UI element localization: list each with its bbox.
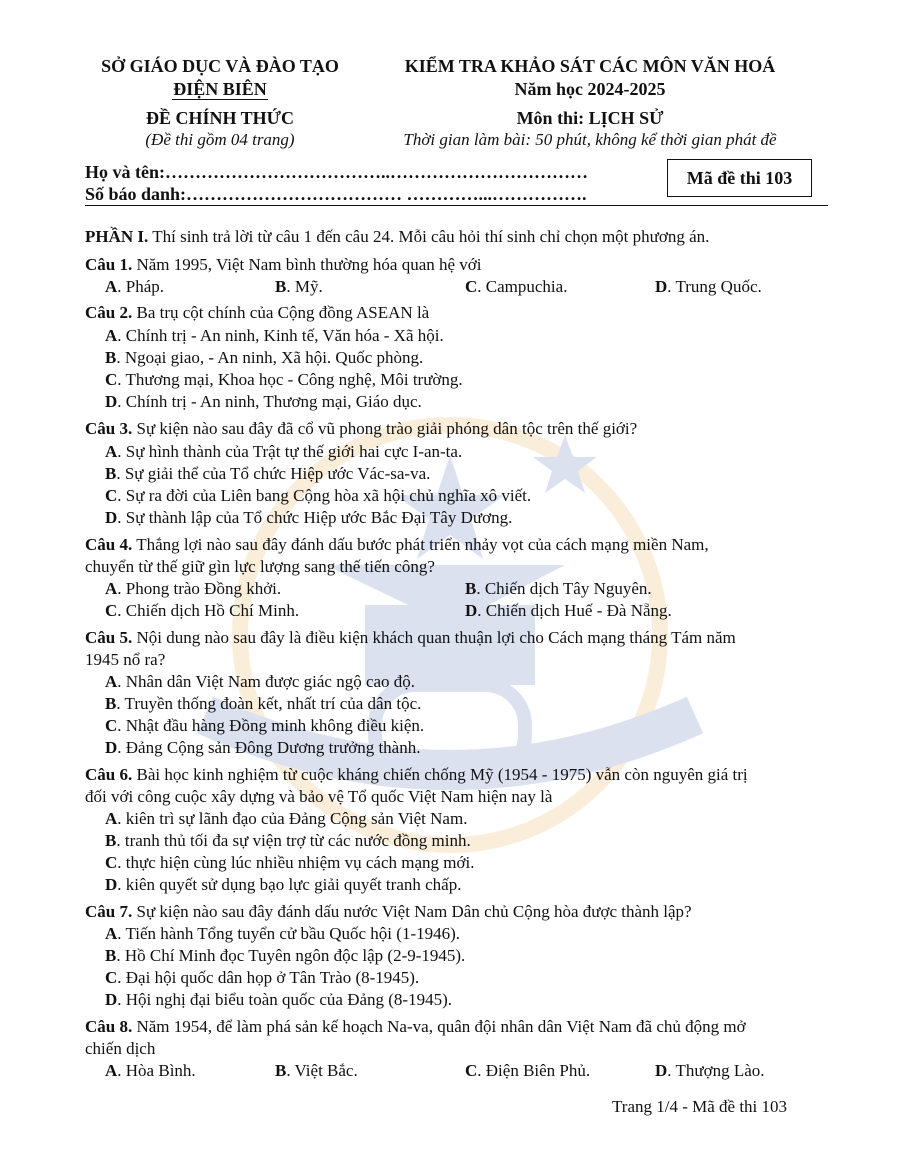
q2-option-a[interactable]: A. Chính trị - An ninh, Kinh tế, Văn hóa - Xã hội. bbox=[105, 326, 444, 345]
question-5: Câu 5. Nội dung nào sau đây là điều kiện khách quan thuận lợi cho Cách mạng tháng Tám năm bbox=[85, 628, 736, 647]
part1-label: PHẦN I. bbox=[85, 227, 149, 246]
part1-text: Thí sinh trả lời từ câu 1 đến câu 24. Mỗi câu hỏi thí sinh chỉ chọn một phương án. bbox=[152, 227, 710, 246]
question-4: Câu 4. Thắng lợi nào sau đây đánh dấu bước phát triển nhảy vọt của cách mạng miền Nam, bbox=[85, 535, 709, 554]
part1-instructions bbox=[85, 226, 709, 248]
q8-option-a[interactable]: A. Hòa Bình. bbox=[105, 1061, 196, 1080]
page-footer: Trang 1/4 - Mã đề thi 103 bbox=[612, 1097, 788, 1116]
q7-option-b[interactable]: B. Hồ Chí Minh đọc Tuyên ngôn độc lập (2-9-1945). bbox=[105, 946, 466, 965]
student-id-field: Số báo danh:……………………………… …………...……………. bbox=[85, 184, 587, 204]
q6-option-a[interactable]: A. kiên trì sự lãnh đạo của Đảng Cộng sản Việt Nam. bbox=[105, 809, 468, 828]
q7-option-a[interactable]: A. Tiến hành Tổng tuyển cử bầu Quốc hội (1-1946). bbox=[105, 924, 461, 943]
q1-option-c[interactable]: C. Campuchia. bbox=[465, 277, 568, 296]
question-8: Câu 8. Năm 1954, để làm phá sản kế hoạch Na-va, quân đội nhân dân Việt Nam đã chủ động mở bbox=[85, 1017, 746, 1036]
q3-option-a[interactable]: A. Sự hình thành của Trật tự thế giới hai cực I-an-ta. bbox=[105, 442, 463, 461]
q4-option-a[interactable]: A. Phong trào Đồng khởi. bbox=[105, 579, 282, 598]
province-name: ĐIỆN BIÊN bbox=[173, 79, 267, 99]
question-6: Câu 6. Bài học kinh nghiệm từ cuộc kháng chiến chống Mỹ (1954 - 1975) vẫn còn nguyên giá trị bbox=[85, 765, 748, 784]
page-count-note: (Đề thi gồm 04 trang) bbox=[145, 130, 295, 149]
q2-option-d[interactable]: D. Chính trị - An ninh, Thương mại, Giáo dục. bbox=[105, 392, 422, 411]
header-divider bbox=[85, 205, 828, 206]
q1-option-d[interactable]: D. Trung Quốc. bbox=[655, 277, 762, 296]
question-4-cont: chuyển từ thế giữ gìn lực lượng sang thế tiến công? bbox=[85, 557, 435, 576]
subject: Môn thi: LỊCH SỬ bbox=[516, 108, 664, 128]
q4-option-b[interactable]: B. Chiến dịch Tây Nguyên. bbox=[465, 579, 652, 598]
q1-option-b[interactable]: B. Mỹ. bbox=[275, 277, 323, 296]
q4-option-d[interactable]: D. Chiến dịch Huế - Đà Nẵng. bbox=[465, 601, 672, 620]
question-1: Câu 1. Năm 1995, Việt Nam bình thường hóa quan hệ với bbox=[85, 255, 482, 274]
q7-option-d[interactable]: D. Hội nghị đại biểu toàn quốc của Đảng (8-1945). bbox=[105, 990, 453, 1009]
q7-option-c[interactable]: C. Đại hội quốc dân họp ở Tân Trào (8-1945). bbox=[105, 968, 420, 987]
student-name-field: Họ và tên:………………………………..…………………………… bbox=[85, 162, 588, 182]
school-year: Năm học 2024-2025 bbox=[514, 79, 666, 99]
question-6-cont: đối với công cuộc xây dựng và bảo vệ Tổ quốc Việt Nam hiện nay là bbox=[85, 787, 553, 806]
dept-name: SỞ GIÁO DỤC VÀ ĐÀO TẠO bbox=[101, 56, 339, 76]
q5-option-c[interactable]: C. Nhật đầu hàng Đồng minh không điều kiện. bbox=[105, 716, 425, 735]
q8-option-b[interactable]: B. Việt Bắc. bbox=[275, 1061, 358, 1080]
q8-option-d[interactable]: D. Thượng Lào. bbox=[655, 1061, 765, 1080]
question-2: Câu 2. Ba trụ cột chính của Cộng đồng ASEAN là bbox=[85, 303, 430, 322]
q6-option-d[interactable]: D. kiên quyết sử dụng bạo lực giải quyết tranh chấp. bbox=[105, 875, 462, 894]
official-label: ĐỀ CHÍNH THỨC bbox=[145, 108, 295, 128]
q4-option-c[interactable]: C. Chiến dịch Hồ Chí Minh. bbox=[105, 601, 300, 620]
q6-option-b[interactable]: B. tranh thủ tối đa sự viện trợ từ các nước đồng minh. bbox=[105, 831, 471, 850]
province-underline bbox=[172, 99, 268, 100]
q5-option-d[interactable]: D. Đảng Cộng sản Đông Dương trưởng thành. bbox=[105, 738, 421, 757]
question-3: Câu 3. Sự kiện nào sau đây đã cổ vũ phong trào giải phóng dân tộc trên thế giới? bbox=[85, 419, 638, 438]
q6-option-c[interactable]: C. thực hiện cùng lúc nhiều nhiệm vụ cách mạng mới. bbox=[105, 853, 475, 872]
time-allowed: Thời gian làm bài: 50 phút, không kể thời gian phát đề bbox=[403, 130, 777, 149]
q5-option-a[interactable]: A. Nhân dân Việt Nam được giác ngộ cao độ. bbox=[105, 672, 416, 691]
q2-option-c[interactable]: C. Thương mại, Khoa học - Công nghệ, Môi trường. bbox=[105, 370, 463, 389]
q1-option-a[interactable]: A. Pháp. bbox=[105, 277, 165, 296]
q5-option-b[interactable]: B. Truyền thống đoàn kết, nhất trí của dân tộc. bbox=[105, 694, 422, 713]
question-8-cont: chiến dịch bbox=[85, 1039, 156, 1058]
q3-option-c[interactable]: C. Sự ra đời của Liên bang Cộng hòa xã hội chủ nghĩa xô viết. bbox=[105, 486, 532, 505]
exam-title: KIỂM TRA KHẢO SÁT CÁC MÔN VĂN HOÁ bbox=[404, 56, 776, 76]
question-5-cont: 1945 nổ ra? bbox=[85, 650, 166, 669]
q2-option-b[interactable]: B. Ngoại giao, - An ninh, Xã hội. Quốc phòng. bbox=[105, 348, 424, 367]
exam-code-box: Mã đề thi 103 bbox=[667, 159, 812, 197]
question-7: Câu 7. Sự kiện nào sau đây đánh dấu nước Việt Nam Dân chủ Cộng hòa được thành lập? bbox=[85, 902, 692, 921]
q8-option-c[interactable]: C. Điện Biên Phủ. bbox=[465, 1061, 591, 1080]
q3-option-d[interactable]: D. Sự thành lập của Tổ chức Hiệp ước Bắc Đại Tây Dương. bbox=[105, 508, 513, 527]
q3-option-b[interactable]: B. Sự giải thể của Tổ chức Hiệp ước Vác-sa-va. bbox=[105, 464, 431, 483]
